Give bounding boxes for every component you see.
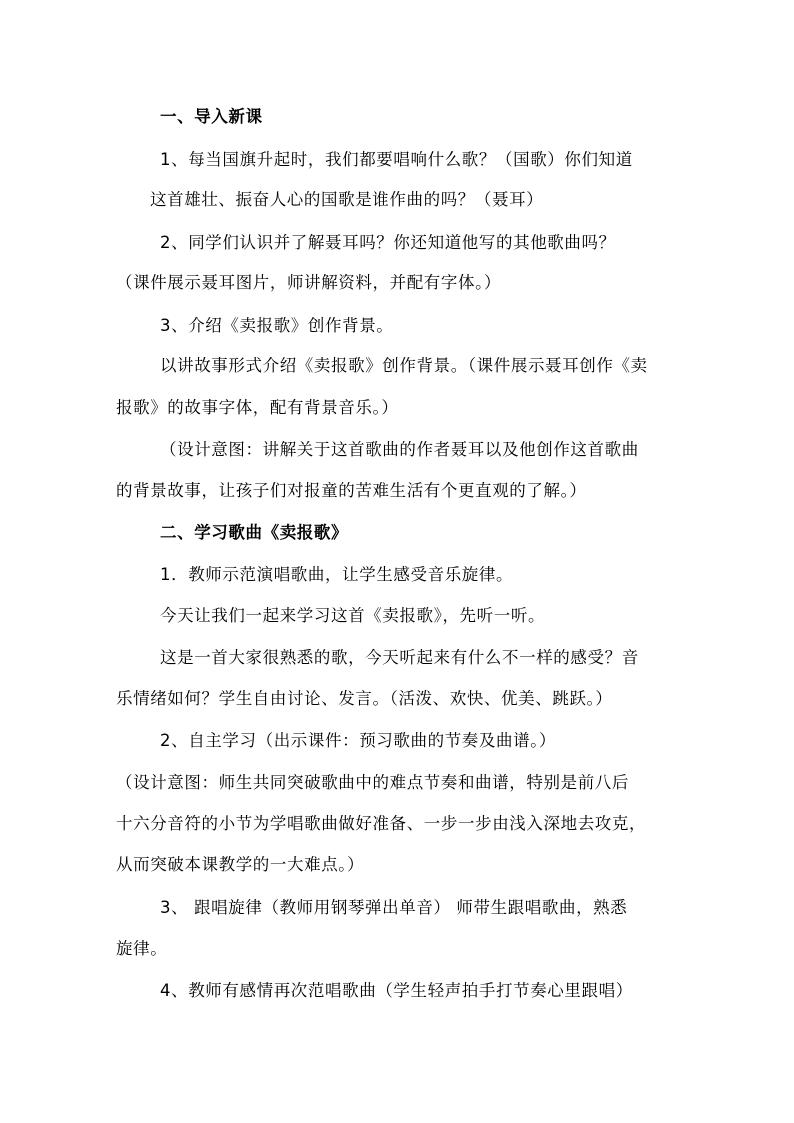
paragraph-line: 1．教师示范演唱歌曲，让学生感受音乐旋律。: [160, 565, 514, 584]
paragraph-line: 今天让我们一起来学习这首《卖报歌》，先听一听。: [160, 606, 546, 625]
paragraph-line: 这是一首大家很熟悉的歌，今天听起来有什么不一样的感受？音: [160, 648, 639, 667]
paragraph-line: （课件展示聂耳图片，师讲解资料，并配有字体。）: [116, 273, 502, 292]
paragraph-line: 1、每当国旗升起时，我们都要唱响什么歌？（国歌）你们知道: [160, 150, 633, 169]
section-heading-1: 一、导入新课: [160, 107, 263, 126]
paragraph-line: 的背景故事，让孩子们对报童的苦难生活有个更直观的了解。）: [116, 481, 587, 500]
paragraph-line: （设计意图：师生共同突破歌曲中的难点节奏和曲谱，特别是前八后: [116, 773, 629, 792]
paragraph-line: 2、自主学习（出示课件：预习歌曲的节奏及曲谱。）: [160, 731, 557, 750]
section-heading-2: 二、学习歌曲《卖报歌》: [160, 523, 349, 542]
paragraph-line: 4、教师有感情再次范唱歌曲（学生轻声拍手打节奏心里跟唱）: [160, 981, 633, 1000]
paragraph-line: （设计意图：讲解关于这首歌曲的作者聂耳以及他创作这首歌曲: [160, 440, 639, 459]
paragraph-line: 乐情绪如何？学生自由讨论、发言。（活泼、欢快、优美、跳跃。）: [116, 689, 613, 708]
paragraph-line: 以讲故事形式介绍《卖报歌》创作背景。（课件展示聂耳创作《卖: [160, 356, 648, 375]
paragraph-line: 从而突破本课教学的一大难点。）: [116, 855, 365, 874]
paragraph-line: 十六分音符的小节为学唱歌曲做好准备、一步一步由浅入深地去攻克，: [116, 814, 647, 833]
paragraph-line: 旋律。: [116, 939, 168, 958]
paragraph-line: 3、 跟唱旋律（教师用钢琴弹出单音） 师带生跟唱歌曲，熟悉: [160, 898, 628, 917]
paragraph-line: 2、同学们认识并了解聂耳吗？你还知道他写的其他歌曲吗？: [160, 233, 616, 252]
paragraph-line: 3、介绍《卖报歌》创作背景。: [160, 316, 394, 335]
paragraph-line: 报歌》的故事字体，配有背景音乐。）: [116, 398, 399, 417]
paragraph-line: 这首雄壮、振奋人心的国歌是谁作曲的吗？（聂耳）: [150, 190, 544, 209]
